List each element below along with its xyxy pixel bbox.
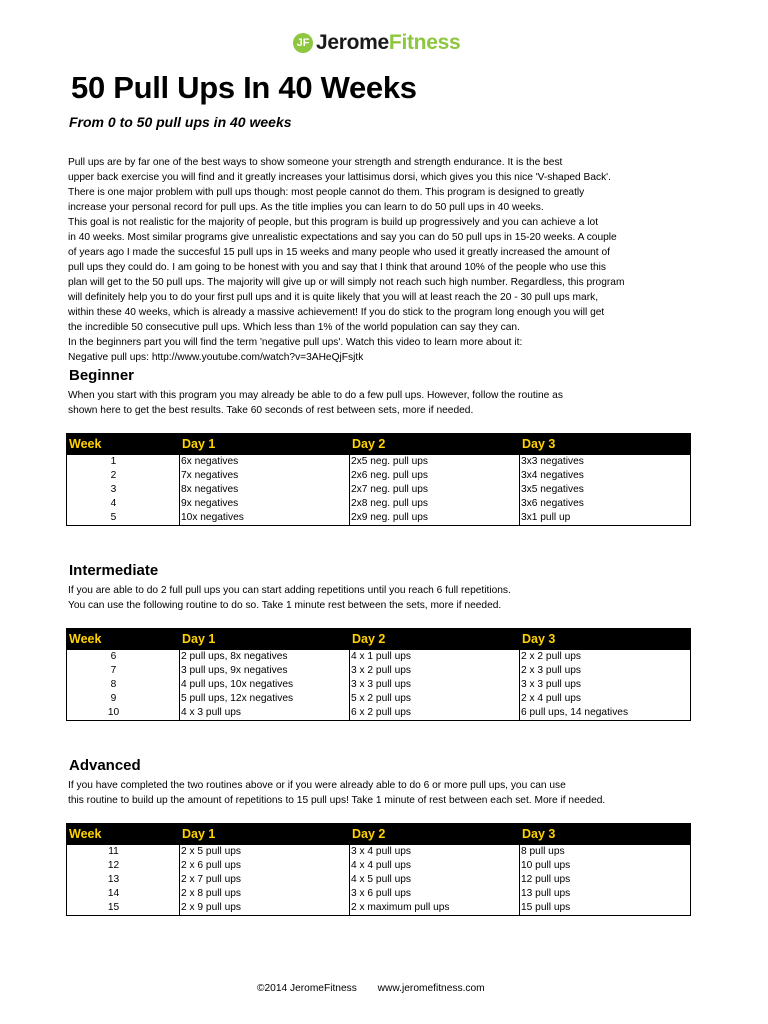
header-day-2: Day 2	[350, 629, 520, 650]
table-row: 8 4 pull ups, 10x negatives 3 x 3 pull ups 3 x 3 pull ups	[67, 678, 691, 692]
table-row: 9 5 pull ups, 12x negatives 5 x 2 pull ups 2 x 4 pull ups	[67, 692, 691, 706]
logo-icon: JF	[293, 33, 313, 53]
intro-line: will definitely help you to do your first pull ups and it is quite likely that you will at least reach the 20 - 30 pull ups mark,	[68, 292, 599, 303]
logo-text: JeromeFitness	[316, 31, 461, 54]
table-header-row	[67, 434, 691, 455]
section-text-advanced: If you have completed the two routines above or if you were already able to do 6 or more pull ups, you can use this routine to build up the amount of repetitions to 15 pull ups! Take 1 minute of rest between each set. More if needed.	[68, 780, 606, 806]
header-day-1: Day 1	[180, 629, 350, 650]
footer	[257, 983, 485, 994]
intro-paragraph	[68, 155, 708, 365]
table-row: 14 2 x 8 pull ups 3 x 6 pull ups 13 pull ups	[67, 887, 691, 901]
table-row: 3 8x negatives 2x7 neg. pull ups 3x5 negatives	[67, 483, 691, 497]
header-week: Week	[67, 629, 180, 650]
table-row: 7 3 pull ups, 9x negatives 3 x 2 pull ups 2 x 3 pull ups	[67, 664, 691, 678]
table-row: 4 9x negatives 2x8 neg. pull ups 3x6 negatives	[67, 497, 691, 511]
section-text-intermediate: If you are able to do 2 full pull ups you can start adding repetitions until you reach 6 full repetitions. You can use the following routine to do so. Take 1 minute rest between the sets, more if needed.	[68, 585, 511, 611]
table-row: 12 2 x 6 pull ups 4 x 4 pull ups 10 pull ups	[67, 859, 691, 873]
video-link-line[interactable]: Negative pull ups: http://www.youtube.com/watch?v=3AHeQjFsjtk	[68, 352, 364, 363]
table-row: 2 7x negatives 2x6 neg. pull ups 3x4 negatives	[67, 469, 691, 483]
brand-logo	[293, 30, 460, 56]
intro-line: plan will get to the 50 pull ups. The majority will give up or will simply not reach such high number. Regardless, this program	[68, 277, 625, 288]
beginner-table	[66, 433, 691, 526]
intro-line: of years ago I made the succesful 15 pull ups in 15 weeks and many people who used it greatly increased the amount of	[68, 247, 610, 258]
table-row: 13 2 x 7 pull ups 4 x 5 pull ups 12 pull ups	[67, 873, 691, 887]
section-heading-advanced: Advanced	[69, 757, 141, 774]
table-header-row	[67, 629, 691, 650]
intermediate-table	[66, 628, 691, 721]
header-day-2: Day 2	[350, 434, 520, 455]
intro-line: within these 40 weeks, which is already a massive achievement! If you do stick to the program long enough you will get	[68, 307, 605, 318]
table-row: 5 10x negatives 2x9 neg. pull ups 3x1 pull up	[67, 511, 691, 526]
intro-line: pull ups they could do. I am going to be honest with you and say that I think that around 10% of the people who use this	[68, 262, 607, 273]
intro-line: This goal is not realistic for the majority of people, but this program is build up progressively and you can achieve a lot	[68, 217, 599, 228]
intro-line: In the beginners part you will find the term 'negative pull ups'. Watch this video to learn more about it:	[68, 337, 523, 348]
footer-copyright: ©2014 JeromeFitness	[257, 983, 357, 994]
intro-line: in 40 weeks. Most similar programs give unrealistic expectations and say you can do 50 pull ups in 15-20 weeks. A couple	[68, 232, 617, 243]
page-title: 50 Pull Ups In 40 Weeks	[71, 70, 417, 105]
table-row: 11 2 x 5 pull ups 3 x 4 pull ups 8 pull ups	[67, 845, 691, 860]
header-day-3: Day 3	[520, 629, 691, 650]
table-row: 15 2 x 9 pull ups 2 x maximum pull ups 15 pull ups	[67, 901, 691, 916]
page-subtitle: From 0 to 50 pull ups in 40 weeks	[69, 114, 292, 130]
header-day-1: Day 1	[180, 824, 350, 845]
section-heading-beginner: Beginner	[69, 367, 135, 384]
intro-line: the incredible 50 consecutive pull ups. Which less than 1% of the world population can say they can.	[68, 322, 520, 333]
intro-line: increase your personal record for pull ups. As the title implies you can learn to do 50 pull ups in 40 weeks.	[68, 202, 544, 213]
intro-line: upper back exercise you will find and it greatly increases your lattisimus dorsi, which gives you this nice 'V-shaped Back'.	[68, 172, 611, 183]
table-header-row	[67, 824, 691, 845]
header-day-2: Day 2	[350, 824, 520, 845]
table-row: 10 4 x 3 pull ups 6 x 2 pull ups 6 pull ups, 14 negatives	[67, 706, 691, 721]
header-week: Week	[67, 824, 180, 845]
table-row: 6 2 pull ups, 8x negatives 4 x 1 pull ups 2 x 2 pull ups	[67, 650, 691, 665]
header-day-3: Day 3	[520, 824, 691, 845]
footer-website-link[interactable]: www.jeromefitness.com	[377, 983, 485, 994]
header-day-3: Day 3	[520, 434, 691, 455]
advanced-table	[66, 823, 691, 916]
section-text-beginner: When you start with this program you may already be able to do a few pull ups. However, follow the routine as shown here to get the best results. Take 60 seconds of rest between sets, more if needed.	[68, 390, 563, 416]
section-heading-intermediate: Intermediate	[69, 562, 159, 579]
header-week: Week	[67, 434, 180, 455]
intro-line: Pull ups are by far one of the best ways to show someone your strength and strength endurance. It is the best	[68, 157, 563, 168]
intro-line: There is one major problem with pull ups though: most people cannot do them. This program is designed to greatly	[68, 187, 585, 198]
table-row: 1 6x negatives 2x5 neg. pull ups 3x3 negatives	[67, 455, 691, 470]
header-day-1: Day 1	[180, 434, 350, 455]
